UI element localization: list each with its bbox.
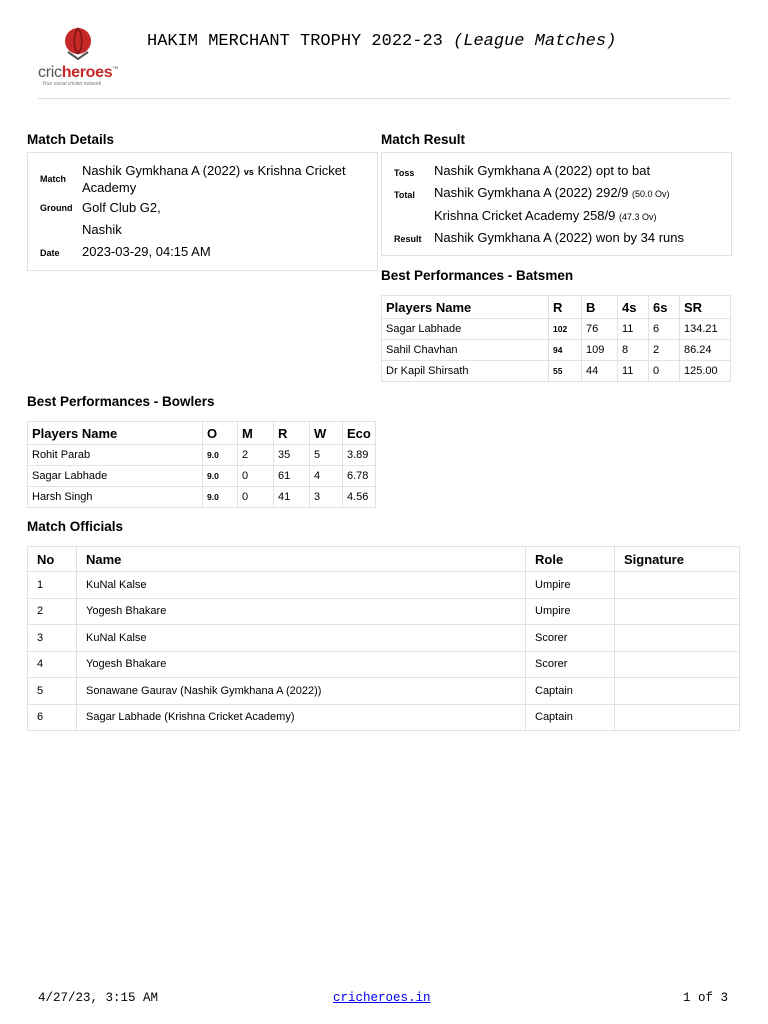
toss-value: Nashik Gymkhana A (2022) opt to bat bbox=[434, 163, 651, 178]
overs: 9.0 bbox=[203, 487, 238, 508]
maidens: 2 bbox=[238, 445, 274, 466]
maidens: 0 bbox=[238, 487, 274, 508]
table-row bbox=[382, 319, 731, 340]
official-no: 5 bbox=[28, 678, 77, 705]
print-timestamp: 4/27/23, 3:15 AM bbox=[38, 991, 159, 1005]
match-date: 2023-03-29, 04:15 AM bbox=[82, 244, 211, 259]
economy: 4.56 bbox=[343, 487, 376, 508]
economy: 3.89 bbox=[343, 445, 376, 466]
official-role: Umpire bbox=[526, 598, 615, 625]
player-name: Sahil Chavhan bbox=[382, 340, 549, 361]
fours: 11 bbox=[618, 361, 649, 382]
col-players-name: Players Name bbox=[28, 422, 203, 445]
date-label: Date bbox=[40, 248, 60, 258]
col-wickets: W bbox=[310, 422, 343, 445]
bowlers-table bbox=[27, 421, 376, 508]
col-players-name: Players Name bbox=[382, 296, 549, 319]
official-signature bbox=[615, 625, 740, 652]
table-row bbox=[28, 466, 376, 487]
page-number: 1 of 3 bbox=[683, 991, 729, 1005]
col-no: No bbox=[28, 547, 77, 572]
ground-line1: Golf Club G2, bbox=[82, 200, 161, 215]
official-role: Captain bbox=[526, 678, 615, 705]
overs: 9.0 bbox=[203, 445, 238, 466]
fours: 11 bbox=[618, 319, 649, 340]
wickets: 3 bbox=[310, 487, 343, 508]
official-no: 6 bbox=[28, 704, 77, 731]
col-sixes: 6s bbox=[649, 296, 680, 319]
match-teams: Nashik Gymkhana A (2022) vs Krishna Cricket Academy bbox=[82, 163, 346, 195]
official-name: Yogesh Bhakare bbox=[77, 598, 526, 625]
player-name: Sagar Labhade bbox=[382, 319, 549, 340]
result-label: Result bbox=[394, 234, 422, 244]
page-title: HAKIM MERCHANT TROPHY 2022-23 (League Matches) bbox=[147, 32, 617, 51]
official-name: Yogesh Bhakare bbox=[77, 651, 526, 678]
official-no: 3 bbox=[28, 625, 77, 652]
match-label: Match bbox=[40, 174, 67, 184]
col-fours: 4s bbox=[618, 296, 649, 319]
official-signature bbox=[615, 598, 740, 625]
wickets: 4 bbox=[310, 466, 343, 487]
strike-rate: 134.21 bbox=[680, 319, 731, 340]
balls: 109 bbox=[582, 340, 618, 361]
col-role: Role bbox=[526, 547, 615, 572]
table-row bbox=[382, 361, 731, 382]
strike-rate: 125.00 bbox=[680, 361, 731, 382]
batsmen-table bbox=[381, 295, 731, 382]
toss-label: Toss bbox=[394, 168, 415, 178]
balls: 76 bbox=[582, 319, 618, 340]
col-overs: O bbox=[203, 422, 238, 445]
runs: 102 bbox=[549, 319, 582, 340]
col-maidens: M bbox=[238, 422, 274, 445]
ground-line2: Nashik bbox=[82, 222, 122, 237]
player-name: Harsh Singh bbox=[28, 487, 203, 508]
runs: 61 bbox=[274, 466, 310, 487]
ground-label: Ground bbox=[40, 203, 73, 213]
official-no: 4 bbox=[28, 651, 77, 678]
table-row bbox=[28, 678, 740, 705]
official-name: KuNal Kalse bbox=[77, 625, 526, 652]
bowlers-heading: Best Performances - Bowlers bbox=[27, 394, 215, 409]
logo-wordmark: cricheroes™ bbox=[38, 64, 119, 81]
officials-header-row bbox=[28, 547, 740, 572]
col-balls: B bbox=[582, 296, 618, 319]
strike-rate: 86.24 bbox=[680, 340, 731, 361]
runs: 41 bbox=[274, 487, 310, 508]
cricheroes-link[interactable]: cricheroes.in bbox=[333, 991, 431, 1005]
col-strike-rate: SR bbox=[680, 296, 731, 319]
sixes: 2 bbox=[649, 340, 680, 361]
official-signature bbox=[615, 678, 740, 705]
sixes: 6 bbox=[649, 319, 680, 340]
total-team-b: Krishna Cricket Academy 258/9 (47.3 Ov) bbox=[434, 208, 657, 223]
match-details-box bbox=[27, 152, 378, 271]
player-name: Rohit Parab bbox=[28, 445, 203, 466]
official-role: Scorer bbox=[526, 625, 615, 652]
economy: 6.78 bbox=[343, 466, 376, 487]
table-row bbox=[382, 340, 731, 361]
result-value: Nashik Gymkhana A (2022) won by 34 runs bbox=[434, 230, 685, 245]
table-row bbox=[28, 445, 376, 466]
player-name: Sagar Labhade bbox=[28, 466, 203, 487]
table-row bbox=[28, 625, 740, 652]
table-row bbox=[28, 651, 740, 678]
official-signature bbox=[615, 704, 740, 731]
table-row bbox=[28, 598, 740, 625]
wickets: 5 bbox=[310, 445, 343, 466]
match-officials-heading: Match Officials bbox=[27, 519, 124, 534]
bowlers-header-row bbox=[28, 422, 376, 445]
fours: 8 bbox=[618, 340, 649, 361]
total-team-a: Nashik Gymkhana A (2022) 292/9 (50.0 Ov) bbox=[434, 185, 670, 200]
official-no: 1 bbox=[28, 572, 77, 599]
official-role: Umpire bbox=[526, 572, 615, 599]
official-signature bbox=[615, 651, 740, 678]
sixes: 0 bbox=[649, 361, 680, 382]
batsmen-heading: Best Performances - Batsmen bbox=[381, 268, 574, 283]
player-name: Dr Kapil Shirsath bbox=[382, 361, 549, 382]
col-runs: R bbox=[549, 296, 582, 319]
page-subtitle: (League Matches) bbox=[453, 32, 617, 51]
table-row bbox=[28, 487, 376, 508]
match-details-heading: Match Details bbox=[27, 132, 115, 147]
official-signature bbox=[615, 572, 740, 599]
col-name: Name bbox=[77, 547, 526, 572]
official-no: 2 bbox=[28, 598, 77, 625]
runs: 35 bbox=[274, 445, 310, 466]
col-signature: Signature bbox=[615, 547, 740, 572]
page-header bbox=[38, 26, 730, 99]
total-label: Total bbox=[394, 190, 415, 200]
official-name: KuNal Kalse bbox=[77, 572, 526, 599]
table-row bbox=[28, 572, 740, 599]
balls: 44 bbox=[582, 361, 618, 382]
batsmen-header-row bbox=[382, 296, 731, 319]
match-result-box bbox=[381, 152, 732, 256]
table-row bbox=[28, 704, 740, 731]
officials-table bbox=[27, 546, 740, 731]
cricheroes-logo bbox=[38, 26, 128, 90]
official-role: Scorer bbox=[526, 651, 615, 678]
official-name: Sagar Labhade (Krishna Cricket Academy) bbox=[77, 704, 526, 731]
runs: 55 bbox=[549, 361, 582, 382]
runs: 94 bbox=[549, 340, 582, 361]
match-result-heading: Match Result bbox=[381, 132, 466, 147]
col-runs: R bbox=[274, 422, 310, 445]
official-role: Captain bbox=[526, 704, 615, 731]
official-name: Sonawane Gaurav (Nashik Gymkhana A (2022)) bbox=[77, 678, 526, 705]
maidens: 0 bbox=[238, 466, 274, 487]
overs: 9.0 bbox=[203, 466, 238, 487]
cricket-ball-icon bbox=[62, 26, 94, 60]
logo-tagline: Your social cricket network bbox=[42, 81, 102, 87]
col-economy: Eco bbox=[343, 422, 376, 445]
